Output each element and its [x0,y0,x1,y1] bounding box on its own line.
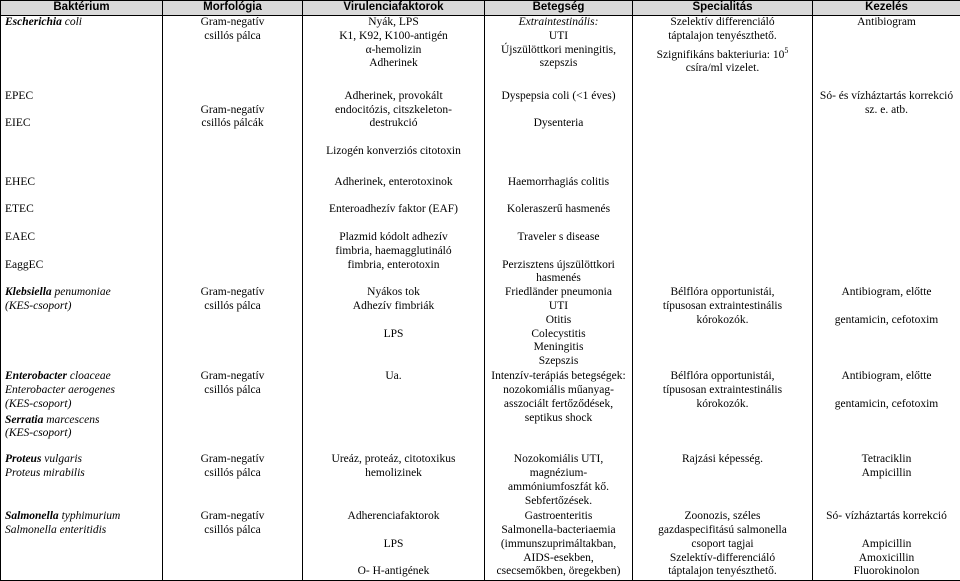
header-morphology: Morfológia [163,1,303,16]
cell-morphology: Gram-negatív csillós pálca [163,370,303,453]
cell-virulence: Adherinek, enterotoxinok Enteroadhezív faktor (EAF) Plazmid kódolt adhezív fimbria, haemagglutináló fimbria, enterotoxin [303,162,485,286]
cell-disease: Nozokomiális UTI, magnézium- ammóniumfoszfát kő. Sebfertőzések. [485,453,633,510]
cell-specialty: Rajzási képesség. [633,453,813,510]
cell-disease: Intenzív-terápiás betegségek: nozokomiális műanyag- asszociált fertőződések, septikus shock [485,370,633,453]
cell-disease: Dyspepsia coli (<1 éves) Dysenteria [485,76,633,162]
cell-bacterium: Escherichia coli [1,16,163,77]
cell-specialty: Szelektív differenciáló táptalajon tenyészthető. Szignifikáns bakteriuria: $10^5$ csíra/ml vizelet. [633,16,813,77]
header-disease: Betegség [485,1,633,16]
cell-virulence: Nyákos tok Adhezív fimbriák LPS [303,286,485,370]
cell-treatment: Antibiogram [813,16,960,77]
cell-treatment: Só- vízháztartás korrekció Ampicillin Amoxicillin Fluorokinolon [813,510,960,580]
table-row [1,76,960,162]
cell-bacterium: Salmonella typhimurium Salmonella enteritidis [1,510,163,580]
cell-disease: Extraintestinális: UTI Újszülöttkori meningitis, szepszis [485,16,633,77]
header-row [1,1,960,16]
cell-morphology: Gram-negatív csillós pálcák [163,76,303,162]
cell-disease: Gastroenteritis Salmonella-bacteriaemia (immunszuprimáltakban, AIDS-esekben, csecsemőkben, öregekben) [485,510,633,580]
table-row [1,370,960,453]
cell-specialty [633,76,813,162]
cell-disease: Haemorrhagiás colitis Koleraszerű hasmenés Traveler s disease Perzisztens újszülöttkori hasmenés [485,162,633,286]
table-row [1,453,960,510]
cell-specialty: Bélflóra opportunistái, típusosan extraintestinális kórokozók. [633,370,813,453]
header-bacterium: Baktérium [1,1,163,16]
cell-treatment: Tetraciklin Ampicillin [813,453,960,510]
cell-morphology: Gram-negatív csillós pálca [163,453,303,510]
cell-bacterium: EHEC ETEC EAEC EaggEC [1,162,163,286]
cell-bacterium: Klebsiella penumoniae (KES-csoport) [1,286,163,370]
exponent: 5 [784,46,788,55]
cell-bacterium: Enterobacter cloaceae Enterobacter aerogenes (KES-csoport) Serratia marcescens (KES-csoport) [1,370,163,453]
cell-specialty [633,162,813,286]
cell-morphology [163,162,303,286]
cell-morphology: Gram-negatív csillós pálca [163,510,303,580]
cell-bacterium: Proteus vulgaris Proteus mirabilis [1,453,163,510]
cell-treatment: Antibiogram, előtte gentamicin, cefotoxim [813,370,960,453]
header-treatment: Kezelés [813,1,960,16]
cell-specialty: Bélflóra opportunistái, típusosan extraintestinális kórokozók. [633,286,813,370]
cell-treatment: Só- és vízháztartás korrekció sz. e. atb. [813,76,960,162]
cell-virulence: Ua. [303,370,485,453]
header-specialty: Specialitás [633,1,813,16]
cell-bacterium: EPEC EIEC [1,76,163,162]
table-row [1,510,960,580]
table-row [1,16,960,77]
cell-morphology: Gram-negatív csillós pálca [163,16,303,77]
header-virulence: Virulenciafaktorok [303,1,485,16]
cell-morphology: Gram-negatív csillós pálca [163,286,303,370]
cell-treatment: Antibiogram, előtte gentamicin, cefotoxim [813,286,960,370]
cell-disease: Friedländer pneumonia UTI Otitis Colecystitis Meningitis Szepszis [485,286,633,370]
cell-treatment [813,162,960,286]
cell-specialty: Zoonozis, széles gazdaspecifitású salmonella csoport tagjai Szelektív-differenciáló táptalajon tenyészthető. [633,510,813,580]
table-row [1,162,960,286]
table-row [1,286,960,370]
cell-virulence: Adherenciafaktorok LPS O- H-antigének [303,510,485,580]
cell-virulence: Ureáz, proteáz, citotoxikus hemolizinek [303,453,485,510]
cell-virulence: Adherinek, provokált endocitózis, citszkeleton- destrukció Lizogén konverziós citotoxin [303,76,485,162]
cell-virulence: Nyák, LPS K1, K92, K100-antigén α-hemolizin Adherinek [303,16,485,77]
